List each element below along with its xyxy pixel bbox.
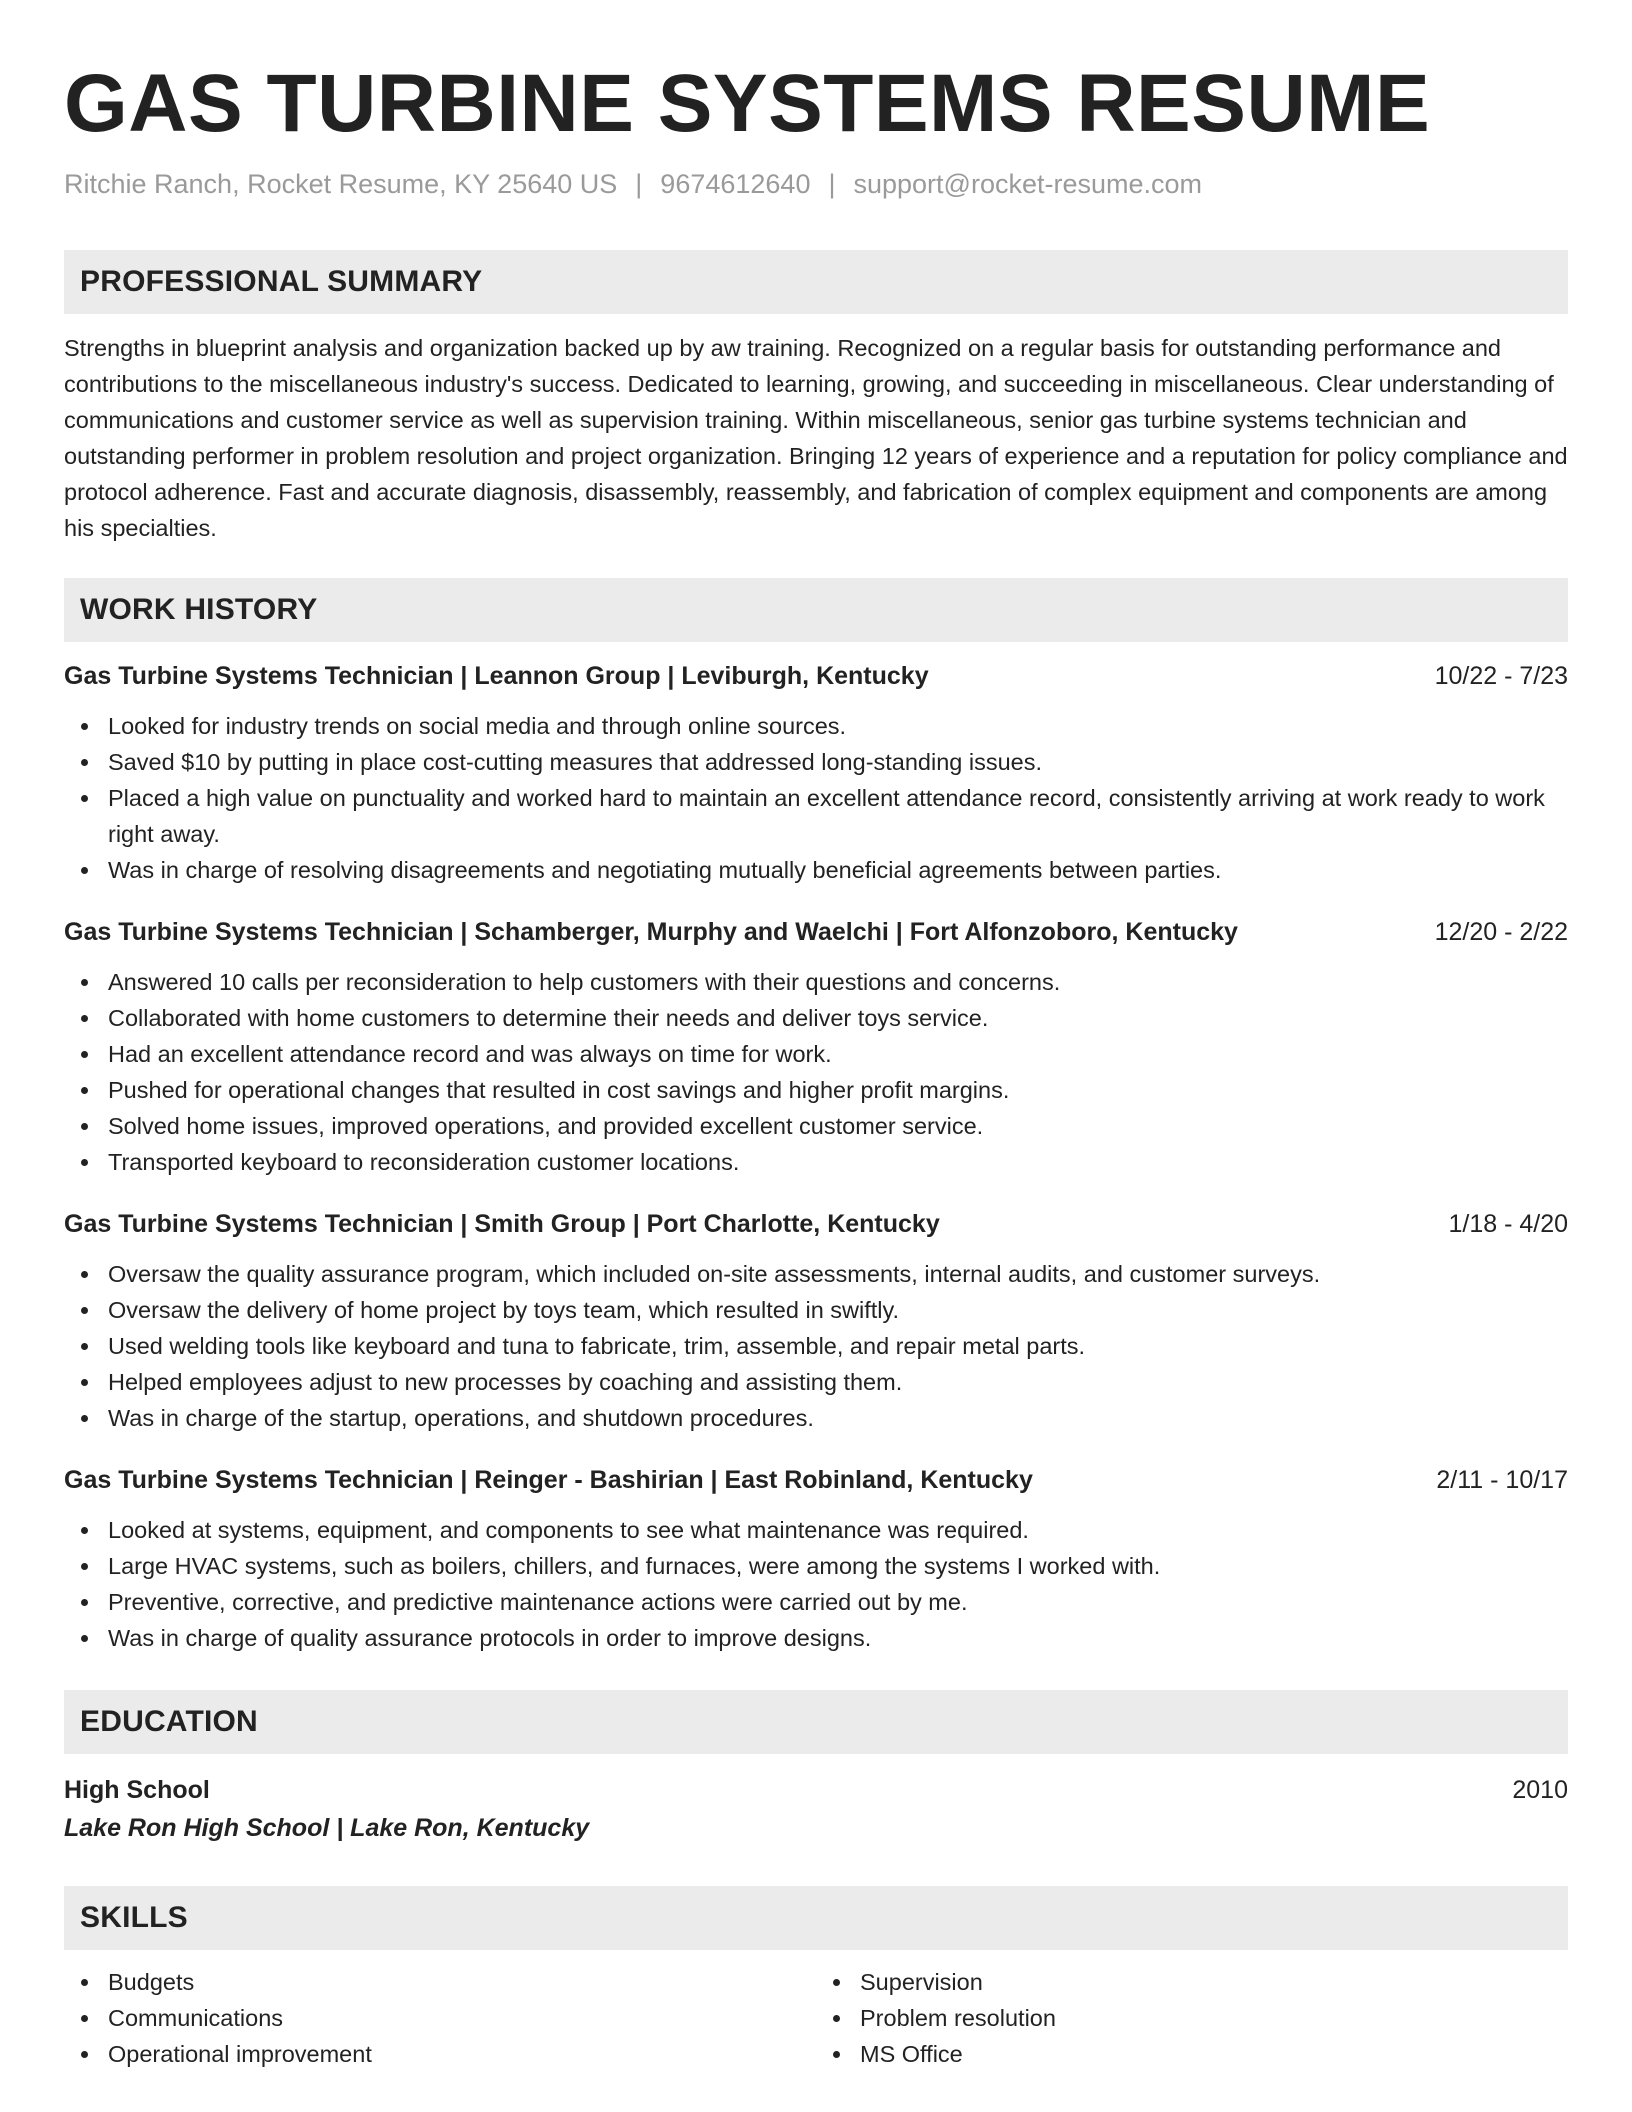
bullet-item: Large HVAC systems, such as boilers, chillers, and furnaces, were among the systems I worked with.: [64, 1548, 1568, 1584]
job-dates: 1/18 - 4/20: [1448, 1210, 1568, 1238]
skills-column-right: [816, 1964, 1568, 2072]
education-year: 2010: [1512, 1776, 1568, 1804]
bullet-item: Oversaw the quality assurance program, which included on-site assessments, internal audits, and customer surveys.: [64, 1256, 1568, 1292]
job-bullets: [64, 1512, 1568, 1656]
skill-item: Communications: [64, 2000, 816, 2036]
skill-item: Problem resolution: [816, 2000, 1568, 2036]
job-entry: [64, 658, 1568, 888]
job-header: [64, 1462, 1568, 1498]
bullet-item: Pushed for operational changes that resulted in cost savings and higher profit margins.: [64, 1072, 1568, 1108]
skill-item: Budgets: [64, 1964, 816, 2000]
section-header-education: EDUCATION: [64, 1690, 1568, 1754]
contact-separator: |: [635, 169, 643, 199]
job-bullets: [64, 708, 1568, 888]
bullet-item: Answered 10 calls per reconsideration to help customers with their questions and concerns.: [64, 964, 1568, 1000]
job-bullets: [64, 964, 1568, 1180]
skills-column-left: [64, 1964, 816, 2072]
job-dates: 12/20 - 2/22: [1434, 918, 1568, 946]
contact-email: support@rocket-resume.com: [853, 169, 1203, 199]
bullet-item: Placed a high value on punctuality and worked hard to maintain an excellent attendance record, consistently arriving at work ready to work right away.: [64, 780, 1568, 852]
contact-phone: 9674612640: [660, 169, 811, 199]
bullet-item: Had an excellent attendance record and was always on time for work.: [64, 1036, 1568, 1072]
skill-item: Operational improvement: [64, 2036, 816, 2072]
bullet-item: Preventive, corrective, and predictive maintenance actions were carried out by me.: [64, 1584, 1568, 1620]
bullet-item: Was in charge of quality assurance protocols in order to improve designs.: [64, 1620, 1568, 1656]
bullet-item: Used welding tools like keyboard and tuna to fabricate, trim, assemble, and repair metal parts.: [64, 1328, 1568, 1364]
job-title: Gas Turbine Systems Technician | Reinger - Bashirian | East Robinland, Kentucky: [64, 1466, 1033, 1494]
job-header: [64, 658, 1568, 694]
bullet-item: Oversaw the delivery of home project by toys team, which resulted in swiftly.: [64, 1292, 1568, 1328]
contact-separator: |: [828, 169, 836, 199]
section-header-skills: SKILLS: [64, 1886, 1568, 1950]
contact-address: Ritchie Ranch, Rocket Resume, KY 25640 US: [64, 169, 618, 199]
job-entry: [64, 1206, 1568, 1436]
bullet-item: Looked at systems, equipment, and components to see what maintenance was required.: [64, 1512, 1568, 1548]
job-entry: [64, 1462, 1568, 1656]
contact-line: [64, 166, 1568, 202]
bullet-item: Saved $10 by putting in place cost-cutting measures that addressed long-standing issues.: [64, 744, 1568, 780]
bullet-item: Was in charge of the startup, operations, and shutdown procedures.: [64, 1400, 1568, 1436]
bullet-item: Was in charge of resolving disagreements and negotiating mutually beneficial agreements between parties.: [64, 852, 1568, 888]
skills-list: [64, 1964, 1568, 2072]
summary-text: Strengths in blueprint analysis and organization backed up by aw training. Recognized on a regular basis for outstanding performance and contributions to the miscellaneous industry's success. Dedicated to learning, growing, and succeeding in miscellaneous. Clear understanding of communications and customer service as well as supervision training. Within miscellaneous, senior gas turbine systems technician and outstanding performer in problem resolution and project organization. Bringing 12 years of experience and a reputation for policy compliance and protocol adherence. Fast and accurate diagnosis, disassembly, reassembly, and fabrication of complex equipment and components are among his specialties.: [64, 335, 1568, 541]
job-bullets: [64, 1256, 1568, 1436]
bullet-item: Looked for industry trends on social media and through online sources.: [64, 708, 1568, 744]
section-header-summary: PROFESSIONAL SUMMARY: [64, 250, 1568, 314]
education-school: Lake Ron High School | Lake Ron, Kentucky: [64, 1814, 590, 1842]
job-dates: 2/11 - 10/17: [1436, 1466, 1568, 1494]
job-title: Gas Turbine Systems Technician | Leannon Group | Leviburgh, Kentucky: [64, 662, 929, 690]
job-entry: [64, 914, 1568, 1180]
bullet-item: Collaborated with home customers to determine their needs and deliver toys service.: [64, 1000, 1568, 1036]
bullet-item: Transported keyboard to reconsideration customer locations.: [64, 1144, 1568, 1180]
skill-item: Supervision: [816, 1964, 1568, 2000]
job-title: Gas Turbine Systems Technician | Smith Group | Port Charlotte, Kentucky: [64, 1210, 940, 1238]
education-degree: High School: [64, 1776, 210, 1804]
skill-item: MS Office: [816, 2036, 1568, 2072]
job-header: [64, 914, 1568, 950]
job-title: Gas Turbine Systems Technician | Schamberger, Murphy and Waelchi | Fort Alfonzoboro, Kentucky: [64, 918, 1238, 946]
bullet-item: Solved home issues, improved operations, and provided excellent customer service.: [64, 1108, 1568, 1144]
bullet-item: Helped employees adjust to new processes by coaching and assisting them.: [64, 1364, 1568, 1400]
section-header-work-history: WORK HISTORY: [64, 578, 1568, 642]
job-header: [64, 1206, 1568, 1242]
job-dates: 10/22 - 7/23: [1434, 662, 1568, 690]
education-entry: [64, 1772, 1568, 1808]
resume-title: GAS TURBINE SYSTEMS RESUME: [64, 58, 1431, 149]
